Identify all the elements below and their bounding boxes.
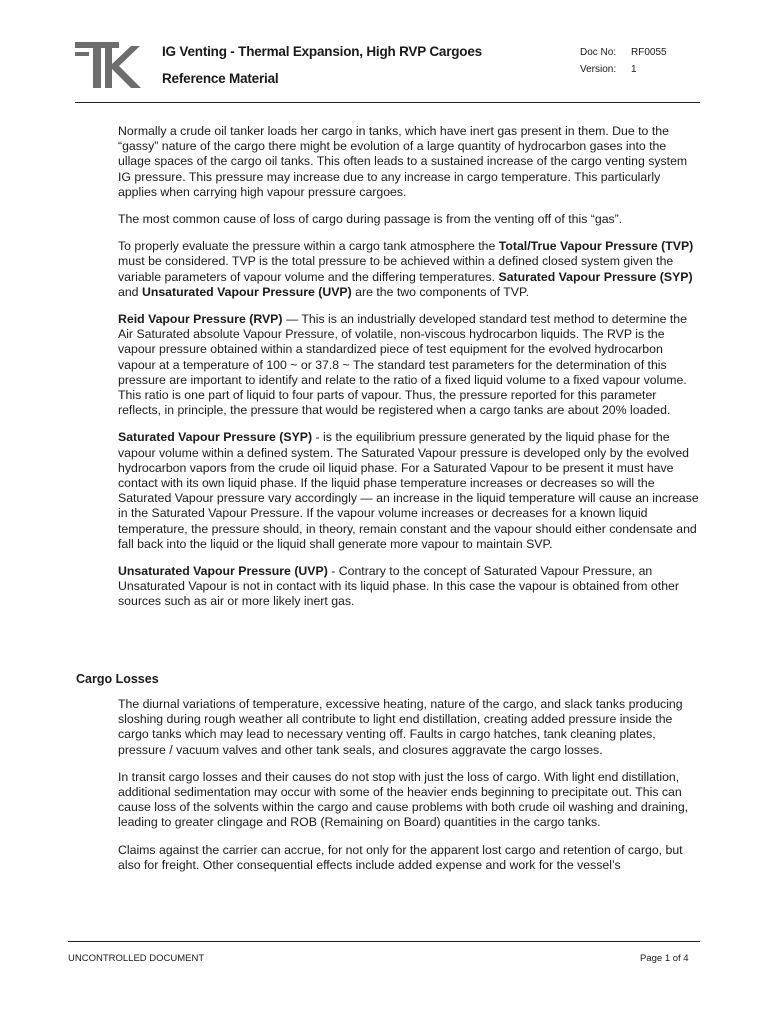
term-tvp: Total/True Vapour Pressure (TVP)	[498, 239, 694, 254]
paragraph-diurnal: The diurnal variations of temperature, excessive heating, nature of the cargo, and slack tanks producing sloshing during rough weather all contribute to light end distillation, creating added pressure inside the cargo tanks which may lead to necessary venting off. Faults in cargo hatches, tank cleaning plates, pressure / vacuum valves and other tank seals, and closures aggravate the cargo losses.	[118, 697, 683, 757]
paragraph-uvp: Unsaturated Vapour Pressure (UVP) - Contrary to the concept of Saturated Vapour Pressure, an Unsaturated Vapour is not in contact with its liquid phase. In this case the vapour is obtained from other sources such as air or more likely inert gas.	[118, 564, 679, 609]
company-logo	[75, 42, 155, 88]
main-body	[118, 124, 700, 622]
footer-uncontrolled-label: UNCONTROLLED DOCUMENT	[68, 953, 205, 964]
section-heading-cargo-losses: Cargo Losses	[76, 672, 159, 686]
footer-divider	[68, 941, 700, 942]
doc-no-label: Doc No:	[580, 47, 617, 58]
paragraph-common-cause: The most common cause of loss of cargo during passage is from the venting off of this “gas”.	[118, 212, 623, 227]
cargo-losses-body	[118, 697, 700, 885]
term-syp-definition: Saturated Vapour Pressure (SYP)	[118, 430, 313, 445]
paragraph-rvp: Reid Vapour Pressure (RVP) — This is an industrially developed standard test method to determine the Air Saturated absolute Vapour Pressure, of volatile, non-viscous hydrocarbon liquids. The RVP is the vapour pressure obtained within a standardized piece of test equipment for the evolved hydrocarbon vapour at a temperature of 100 ~ or 37.8 ~ The standard test parameters for the determination of this pressure are important to identify and relate to the ratio of a fixed liquid volume to a fixed vapour volume. This ratio is one part of liquid to four parts of vapour. Thus, the pressure reported for this parameter reflects, in principle, the pressure that would be registered when a cargo tanks are about 20% loaded.	[118, 312, 687, 418]
header-divider	[75, 102, 700, 103]
footer-page-number: Page 1 of 4	[640, 953, 689, 964]
paragraph-claims: Claims against the carrier can accrue, for not only for the apparent lost cargo and retention of cargo, but also for freight. Other consequential effects include added expense and work for the vessel’s	[118, 842, 683, 872]
paragraph-transit-losses: In transit cargo losses and their causes do not stop with just the loss of cargo. With light end distillation, additional sedimentation may occur with some of the heavier ends beginning to precipitate out. This can cause loss of the solvents within the cargo and cause problems with both crude oil washing and draining, leading to greater clingage and ROB (Remaining on Board) quantities in the cargo tanks.	[118, 769, 689, 830]
paragraph-intro: Normally a crude oil tanker loads her cargo in tanks, which have inert gas present in them. Due to the “gassy” nature of the cargo there might be evolution of a large quantity of hydrocarbon gases into the ullage spaces of the cargo oil tanks. This often leads to a sustained increase of the cargo venting system IG pressure. This pressure may increase due to any increase in cargo temperature. This particularly applies when carrying high vapour pressure cargoes.	[118, 124, 688, 199]
doc-no-value: RF0055	[631, 47, 667, 58]
doc-meta-labels	[580, 44, 616, 78]
paragraph-syp: Saturated Vapour Pressure (SYP) - is the equilibrium pressure generated by the liquid phase for the vapour volume within a defined system. The Saturated Vapour pressure is developed only by the evolved hydrocarbon vapors from the crude oil liquid phase. For a Saturated Vapour to be present it must have contact with its own liquid phase. If the liquid phase temperature increases or decreases so will the Saturated Vapour pressure vary accordingly — an increase in the liquid temperature will cause an increase in the Saturated Vapour Pressure. If the vapour volume increases or decreases for a known liquid temperature, the pressure should, in theory, remain constant and the vapour should either condensate and fall back into the liquid or the liquid shall generate more vapour to maintain SVP.	[118, 430, 699, 551]
term-uvp-definition: Unsaturated Vapour Pressure (UVP)	[118, 564, 328, 579]
document-subtitle: Reference Material	[162, 71, 279, 86]
term-uvp: Unsaturated Vapour Pressure (UVP)	[141, 284, 352, 299]
paragraph-tvp: To properly evaluate the pressure within a cargo tank atmosphere the Total/True Vapour Pressure (TVP) must be considered. TVP is the total pressure to be achieved within a defined closed system given the variable parameters of vapour volume and the differing temperatures. Saturated Vapour Pressure (SYP) and Unsaturated Vapour Pressure (UVP) are the two components of TVP.	[118, 239, 694, 299]
version-value: 1	[631, 64, 637, 75]
version-label: Version:	[580, 64, 617, 75]
tk-logo-graphic	[75, 42, 155, 88]
term-rvp: Reid Vapour Pressure (RVP)	[118, 312, 283, 327]
document-title: IG Venting - Thermal Expansion, High RVP Cargoes	[162, 44, 482, 59]
doc-meta-values	[631, 44, 667, 78]
term-syp: Saturated Vapour Pressure (SYP)	[498, 269, 693, 284]
